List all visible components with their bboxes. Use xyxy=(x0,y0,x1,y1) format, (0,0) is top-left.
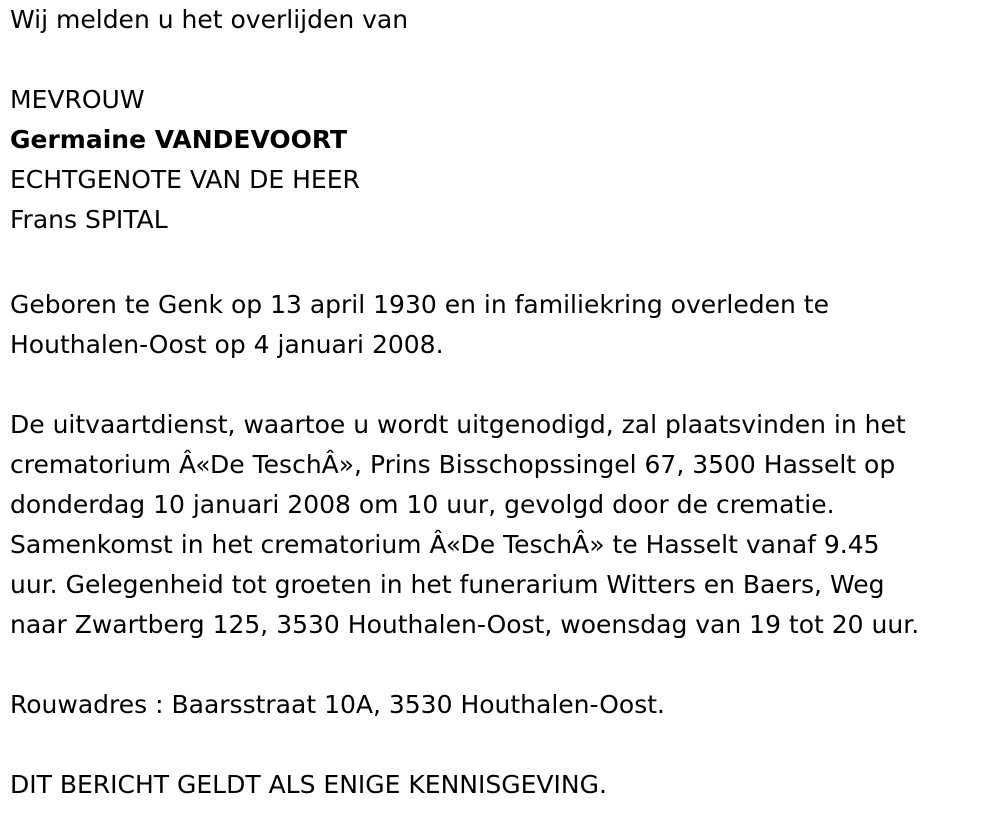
relation-text: ECHTGENOTE VAN DE HEER xyxy=(10,165,360,194)
paragraph-line: naar Zwartberg 125, 3530 Houthalen-Oost, woensdag van 19 tot 20 uur. xyxy=(10,610,920,639)
birth-death-paragraph xyxy=(10,280,985,365)
closing-statement: DIT BERICHT GELDT ALS ENIGE KENNISGEVING. xyxy=(10,770,607,799)
spouse-name: Frans SPITAL xyxy=(10,205,168,234)
deceased-name: Germaine VANDEVOORT xyxy=(10,125,348,154)
death-notice xyxy=(10,0,985,805)
paragraph-line: Geboren te Genk op 13 april 1930 en in familiekring overleden te xyxy=(10,290,829,319)
spacer xyxy=(10,645,985,685)
paragraph-line: De uitvaartdienst, waartoe u wordt uitgenodigd, zal plaatsvinden in het xyxy=(10,410,906,439)
title-prefix: MEVROUW xyxy=(10,85,145,114)
service-paragraph xyxy=(10,405,985,645)
spacer xyxy=(10,240,985,280)
spacer xyxy=(10,40,985,80)
paragraph-line: crematorium Â«De TeschÂ», Prins Bisschopssingel 67, 3500 Hasselt op xyxy=(10,450,896,479)
spacer xyxy=(10,725,985,765)
paragraph-line: uur. Gelegenheid tot groeten in het funerarium Witters en Baers, Weg xyxy=(10,570,885,599)
mourning-address: Rouwadres : Baarsstraat 10A, 3530 Houthalen-Oost. xyxy=(10,690,665,719)
paragraph-line: donderdag 10 januari 2008 om 10 uur, gevolgd door de crematie. xyxy=(10,490,835,519)
spacer xyxy=(10,365,985,405)
paragraph-line: Samenkomst in het crematorium Â«De TeschÂ» te Hasselt vanaf 9.45 xyxy=(10,530,880,559)
intro-text: Wij melden u het overlijden van xyxy=(10,5,409,34)
paragraph-line: Houthalen-Oost op 4 januari 2008. xyxy=(10,330,444,359)
